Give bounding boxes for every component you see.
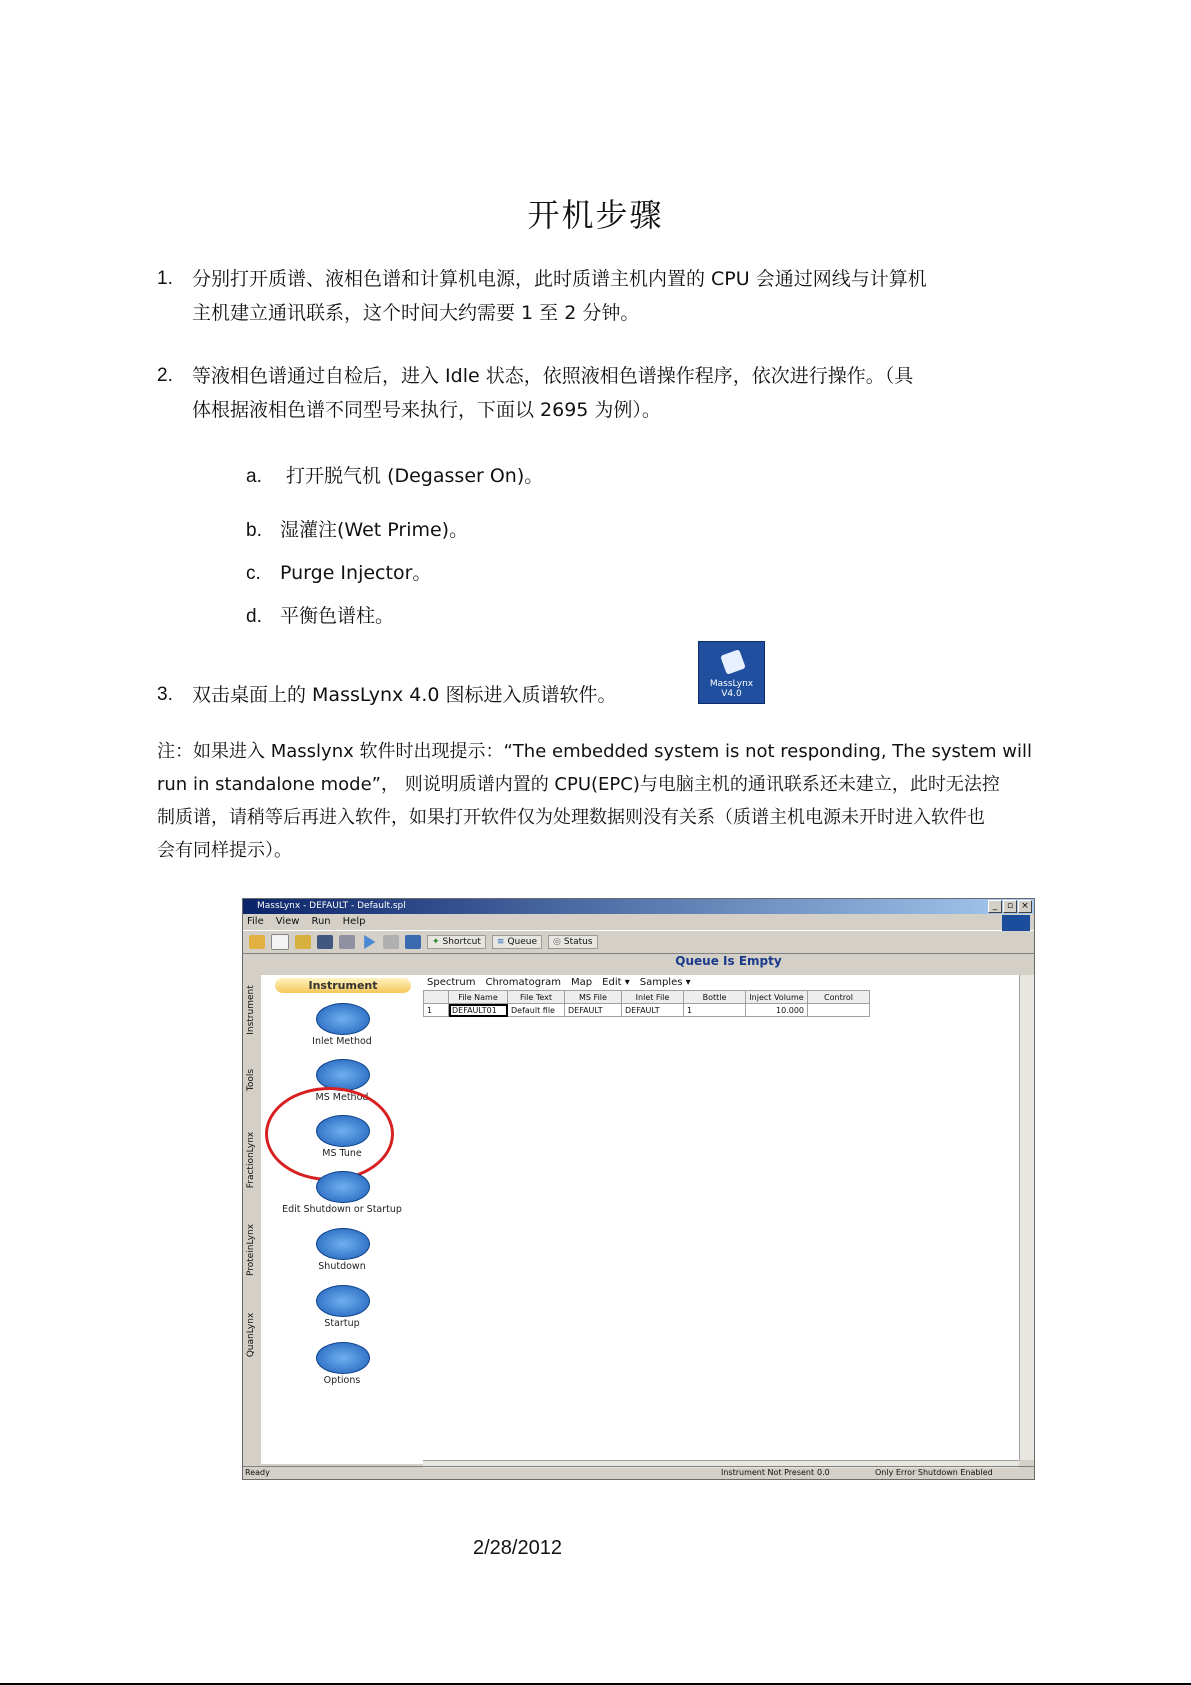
- column-header: File Text: [508, 991, 565, 1004]
- table-cell[interactable]: 10.000: [746, 1004, 808, 1017]
- save-icon[interactable]: [317, 935, 333, 949]
- edit-shutdown-label[interactable]: Edit Shutdown or Startup: [282, 1204, 402, 1215]
- step-text: [192, 262, 927, 330]
- menu-help[interactable]: Help: [342, 916, 366, 927]
- open-icon[interactable]: [295, 935, 311, 949]
- side-tab-fractionlynx[interactable]: FractionLynx: [246, 1131, 256, 1189]
- table-cell[interactable]: [808, 1004, 870, 1017]
- substep: [246, 515, 468, 542]
- pause-icon[interactable]: [405, 935, 421, 949]
- grid-menu-map[interactable]: Map: [571, 977, 593, 988]
- startup-label[interactable]: Startup: [324, 1318, 360, 1329]
- step-number: 3.: [157, 684, 173, 705]
- waters-logo-icon: [1002, 915, 1030, 931]
- substep-text: 湿灌注(Wet Prime)。: [280, 519, 469, 541]
- masslynx-logo-icon: [720, 649, 746, 675]
- edit-shutdown-icon[interactable]: [316, 1171, 370, 1203]
- table-header-row: [424, 991, 870, 1004]
- status-shutdown: Only Error Shutdown Enabled: [875, 1468, 993, 1477]
- substep-letter: d.: [246, 606, 262, 627]
- table-cell[interactable]: 1: [424, 1004, 449, 1017]
- vertical-scrollbar[interactable]: [1019, 975, 1034, 1460]
- column-header: Inlet File: [622, 991, 684, 1004]
- menu-view[interactable]: View: [275, 916, 300, 927]
- sample-table: [423, 990, 870, 1017]
- note-line: 制质谱，请稍等后再进入软件，如果打开软件仅为处理数据则没有关系（质谱主机电源未开时进入软件也: [157, 807, 985, 828]
- status-button[interactable]: [548, 935, 598, 949]
- inlet-method-label[interactable]: Inlet Method: [312, 1036, 372, 1047]
- run-icon[interactable]: [361, 935, 377, 949]
- substep-text: 打开脱气机 (Degasser On)。: [280, 465, 544, 487]
- queue-label: Queue: [507, 937, 538, 947]
- substep: [246, 558, 431, 585]
- status-ready: Ready: [245, 1468, 270, 1477]
- masslynx-screenshot: [242, 898, 1035, 1480]
- step-line: 主机建立通讯联系，这个时间大约需要 1 至 2 分钟。: [192, 302, 640, 324]
- step-line: 分别打开质谱、液相色谱和计算机电源，此时质谱主机内置的 CPU 会通过网线与计算机: [192, 268, 927, 290]
- column-header: [424, 991, 449, 1004]
- ms-tune-label[interactable]: MS Tune: [322, 1148, 362, 1159]
- side-tab-proteinlynx[interactable]: ProteinLynx: [246, 1223, 256, 1277]
- masslynx-icon-label: MassLynx V4.0: [709, 679, 754, 699]
- note-line: 注：如果进入 Masslynx 软件时出现提示：“The embedded system is not responding, The system will: [157, 741, 1033, 762]
- sample-queue-grid: [423, 975, 1019, 1460]
- queue-icon: ≡: [496, 937, 505, 947]
- substep-text: 平衡色谱柱。: [280, 605, 395, 627]
- open-folder-icon[interactable]: [249, 935, 265, 949]
- queue-button[interactable]: [492, 935, 542, 949]
- note-line: run in standalone mode”， 则说明质谱内置的 CPU(EPC)与电脑主机的通讯联系还未建立，此时无法控: [157, 774, 1000, 795]
- column-header: MS File: [565, 991, 622, 1004]
- substep-text: Purge Injector。: [280, 562, 432, 584]
- menu-run[interactable]: Run: [311, 916, 331, 927]
- restore-button[interactable]: ▫: [1003, 900, 1017, 913]
- column-header: Bottle: [684, 991, 746, 1004]
- side-tab-quanlynx[interactable]: QuanLynx: [246, 1312, 256, 1358]
- menu-bar: [243, 914, 1034, 930]
- substep-letter: c.: [246, 563, 261, 584]
- substep: [246, 601, 394, 628]
- step-line: 等液相色谱通过自检后，进入 Idle 状态，依照液相色谱操作程序，依次进行操作。（具: [192, 365, 914, 387]
- instrument-panel: [261, 975, 424, 1464]
- options-icon[interactable]: [316, 1342, 370, 1374]
- grid-menu: [423, 975, 1019, 990]
- menu-file[interactable]: File: [247, 916, 264, 927]
- status-label: Status: [563, 937, 593, 947]
- side-tab-strip: [243, 975, 261, 1385]
- status-value: 0.0: [817, 1468, 830, 1477]
- shortcut-icon: ✦: [432, 937, 440, 947]
- page-date: 2/28/2012: [473, 1537, 562, 1559]
- status-instrument: Instrument Not Present: [721, 1468, 815, 1477]
- instrument-panel-header: Instrument: [275, 978, 411, 993]
- step-line: 体根据液相色谱不同型号来执行，下面以 2695 为例）。: [192, 399, 661, 421]
- shortcut-button[interactable]: [427, 935, 486, 949]
- table-cell[interactable]: DEFAULT01: [449, 1004, 508, 1017]
- substep-letter: b.: [246, 520, 262, 541]
- table-row[interactable]: [424, 1004, 870, 1017]
- window-title: MassLynx - DEFAULT - Default.spl: [257, 901, 406, 911]
- startup-icon[interactable]: [316, 1285, 370, 1317]
- grid-menu-samples[interactable]: Samples ▾: [639, 977, 691, 988]
- new-icon[interactable]: [271, 934, 289, 950]
- toolbar: [243, 930, 1034, 954]
- column-header: File Name: [449, 991, 508, 1004]
- shortcut-label: Shortcut: [442, 937, 481, 947]
- table-cell[interactable]: Default file: [508, 1004, 565, 1017]
- grid-menu-chromatogram[interactable]: Chromatogram: [485, 977, 562, 988]
- minimize-button[interactable]: _: [988, 900, 1002, 913]
- table-cell[interactable]: DEFAULT: [565, 1004, 622, 1017]
- step-text: 双击桌面上的 MassLynx 4.0 图标进入质谱软件。: [192, 684, 617, 706]
- highlight-circle: [265, 1087, 394, 1181]
- step-number: 1.: [157, 268, 173, 289]
- column-header: Control: [808, 991, 870, 1004]
- shutdown-label[interactable]: Shutdown: [318, 1261, 366, 1272]
- substep-letter: a.: [246, 466, 262, 487]
- grid-menu-edit[interactable]: Edit ▾: [602, 977, 630, 988]
- table-cell[interactable]: DEFAULT: [622, 1004, 684, 1017]
- shutdown-icon[interactable]: [316, 1228, 370, 1260]
- ms-method-label[interactable]: MS Method: [315, 1092, 369, 1103]
- grid-menu-spectrum[interactable]: Spectrum: [427, 977, 476, 988]
- close-button[interactable]: ×: [1018, 900, 1032, 913]
- options-label[interactable]: Options: [323, 1375, 361, 1386]
- step-text: [192, 359, 913, 427]
- inlet-method-icon[interactable]: [316, 1003, 370, 1035]
- status-bar: [243, 1466, 1034, 1479]
- queue-status-title: Queue Is Empty: [423, 954, 1034, 972]
- side-tab-tools[interactable]: Tools: [246, 1068, 256, 1092]
- substep: [246, 461, 543, 488]
- table-cell[interactable]: 1: [684, 1004, 746, 1017]
- note-block: [157, 735, 1097, 867]
- side-tab-instrument[interactable]: Instrument: [246, 985, 256, 1035]
- step-number: 2.: [157, 365, 173, 386]
- stop-icon[interactable]: [383, 935, 399, 949]
- page-title: 开机步骤: [527, 196, 664, 234]
- window-titlebar: [243, 899, 1034, 914]
- masslynx-desktop-icon[interactable]: [698, 641, 765, 704]
- status-icon: ◎: [553, 937, 561, 947]
- column-header: Inject Volume: [746, 991, 808, 1004]
- print-icon[interactable]: [339, 935, 355, 949]
- note-line: 会有同样提示）。: [157, 840, 292, 861]
